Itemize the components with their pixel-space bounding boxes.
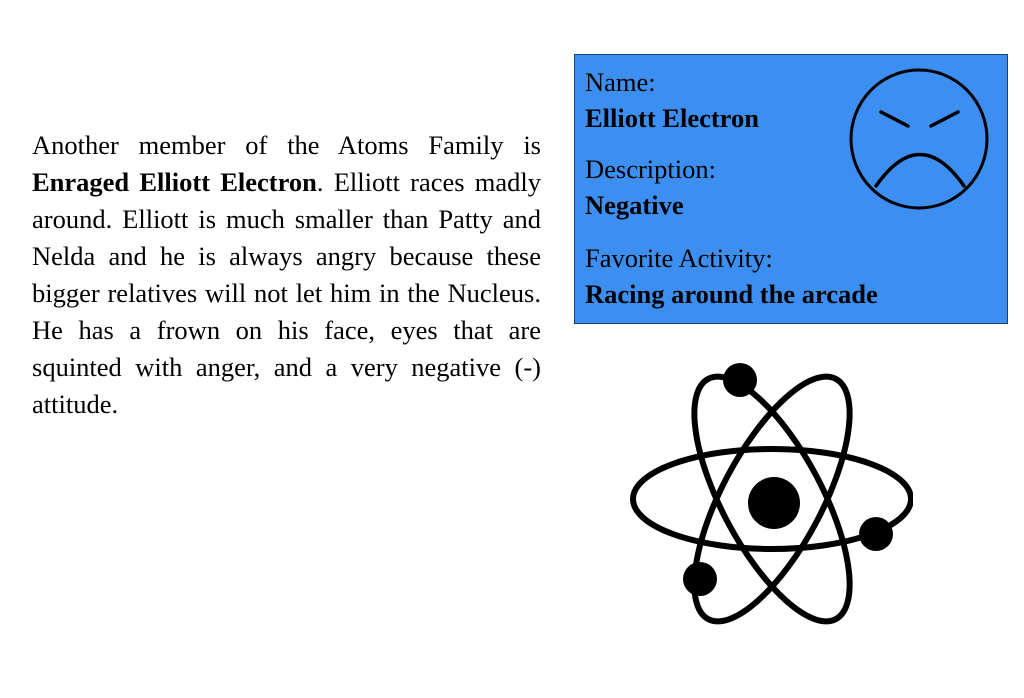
nucleus bbox=[748, 477, 800, 529]
description-paragraph bbox=[32, 127, 541, 423]
paragraph-bold-name: Enraged Elliott Electron bbox=[32, 167, 317, 197]
activity-label: Favorite Activity: bbox=[585, 243, 773, 273]
atom-icon bbox=[630, 360, 913, 635]
paragraph-rest: . Elliott races madly around. Elliott is much smaller than Patty and Nelda and he is always angry because these bigger relatives will not let him in the Nucleus. He has a frown on his face, eyes that are squinted with anger, and a very negative (-) attitude. bbox=[32, 167, 541, 419]
left-eyebrow bbox=[881, 112, 908, 126]
face-outline bbox=[851, 70, 987, 208]
paragraph-intro: Another member of the Atoms Family is bbox=[32, 130, 541, 160]
electron-right bbox=[859, 517, 893, 551]
activity-value: Racing around the arcade bbox=[585, 279, 878, 309]
frown-mouth bbox=[876, 155, 964, 187]
electron-top bbox=[723, 363, 757, 397]
angry-face-icon bbox=[848, 68, 991, 211]
right-eyebrow bbox=[931, 112, 958, 126]
name-label: Name: bbox=[585, 67, 656, 97]
description-label: Description: bbox=[585, 154, 716, 184]
description-value: Negative bbox=[585, 190, 684, 220]
name-value: Elliott Electron bbox=[585, 103, 759, 133]
electron-bottom-left bbox=[683, 562, 717, 596]
